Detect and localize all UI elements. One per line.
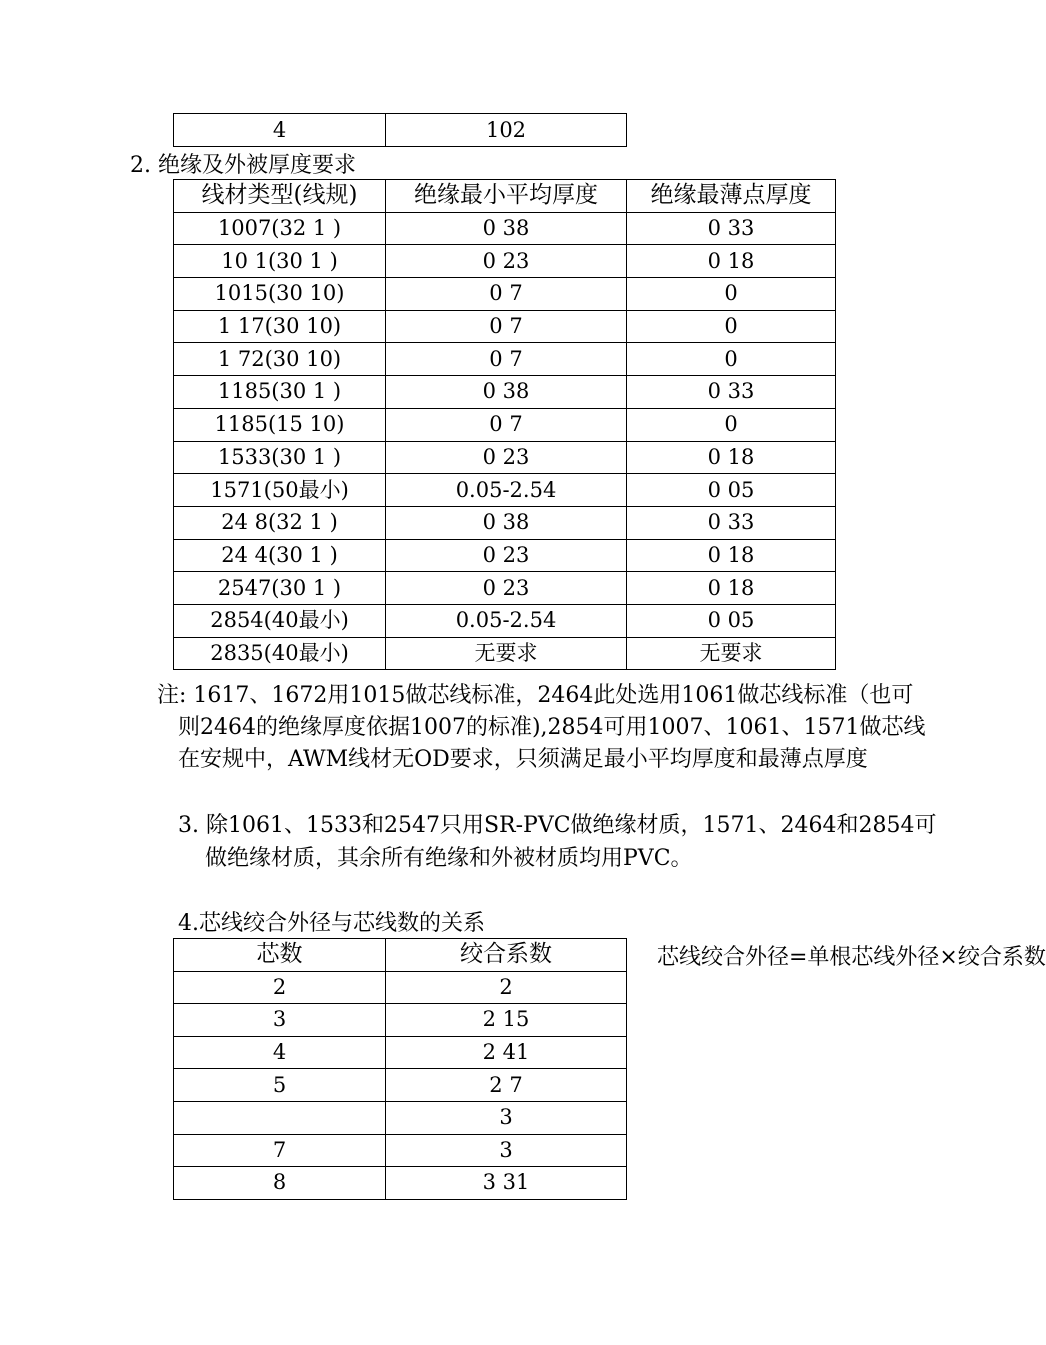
section-heading: 2. 绝缘及外被厚度要求 <box>130 153 356 178</box>
table-cell: 4 <box>174 114 386 147</box>
table-cell: 0 <box>627 343 836 376</box>
table-row <box>174 114 627 147</box>
table-cell: 0 23 <box>386 572 627 605</box>
table-row <box>174 278 836 311</box>
table-cell: 0 38 <box>386 212 627 245</box>
table-cell: 2 41 <box>386 1036 627 1069</box>
table-cell: 5 <box>174 1069 386 1102</box>
table-cell: 3 31 <box>386 1167 627 1200</box>
table-row <box>174 1036 627 1069</box>
section-heading: 4.芯线绞合外径与芯线数的关系 <box>178 911 485 936</box>
table-cell: 10 1(30 1 ) <box>174 245 386 278</box>
table-cell: 0 <box>627 310 836 343</box>
table-cell: 无要求 <box>627 637 836 670</box>
top-table <box>173 113 627 147</box>
table-cell: 1571(50最小) <box>174 474 386 507</box>
table-cell: 2 <box>174 971 386 1004</box>
table-cell: 4 <box>174 1036 386 1069</box>
table-cell: 1015(30 10) <box>174 278 386 311</box>
table-cell: 0 7 <box>386 278 627 311</box>
table-cell: 0.05-2.54 <box>386 474 627 507</box>
column-header: 绝缘最薄点厚度 <box>627 180 836 213</box>
table-row <box>174 310 836 343</box>
table-cell: 0 38 <box>386 506 627 539</box>
column-header: 芯数 <box>174 939 386 972</box>
table-cell: 无要求 <box>386 637 627 670</box>
column-header: 绞合系数 <box>386 939 627 972</box>
table-row <box>174 506 836 539</box>
table-cell: 0 7 <box>386 408 627 441</box>
table-cell: 1007(32 1 ) <box>174 212 386 245</box>
strand-factor-table <box>173 938 627 1200</box>
table-cell: 2 7 <box>386 1069 627 1102</box>
table-row <box>174 539 836 572</box>
table-cell: 3 <box>174 1004 386 1037</box>
table-cell: 2 15 <box>386 1004 627 1037</box>
table-cell: 0 33 <box>627 376 836 409</box>
section3-line: 做绝缘材质，其余所有绝缘和外被材质均用PVC。 <box>205 846 693 871</box>
table-cell: 1185(30 1 ) <box>174 376 386 409</box>
table-cell: 0 33 <box>627 506 836 539</box>
table-row <box>174 245 836 278</box>
table-cell: 0 18 <box>627 441 836 474</box>
table-cell: 1 72(30 10) <box>174 343 386 376</box>
table-header-row <box>174 180 836 213</box>
table-cell: 0 23 <box>386 539 627 572</box>
table-cell: 0 18 <box>627 245 836 278</box>
table-row <box>174 1069 627 1102</box>
table-cell: 0.05-2.54 <box>386 604 627 637</box>
table-row <box>174 376 836 409</box>
table-cell: 1185(15 10) <box>174 408 386 441</box>
thickness-table <box>173 179 836 670</box>
table-cell: 102 <box>386 114 627 147</box>
table-cell: 2854(40最小) <box>174 604 386 637</box>
table-row <box>174 1004 627 1037</box>
table-row <box>174 474 836 507</box>
table-cell: 0 7 <box>386 343 627 376</box>
table-cell: 0 38 <box>386 376 627 409</box>
table-row <box>174 637 836 670</box>
column-header: 线材类型(线规) <box>174 180 386 213</box>
table-row <box>174 1167 627 1200</box>
table-cell <box>174 1101 386 1134</box>
note-line: 则2464的绝缘厚度依据1007的标准),2854可用1007、1061、1571做芯线 <box>178 715 926 740</box>
table-cell: 8 <box>174 1167 386 1200</box>
table-cell: 0 23 <box>386 441 627 474</box>
table-cell: 24 8(32 1 ) <box>174 506 386 539</box>
table-cell: 0 33 <box>627 212 836 245</box>
table-row <box>174 971 627 1004</box>
table-cell: 2835(40最小) <box>174 637 386 670</box>
table-cell: 0 23 <box>386 245 627 278</box>
table-cell: 3 <box>386 1134 627 1167</box>
table-cell: 7 <box>174 1134 386 1167</box>
table-cell: 1 17(30 10) <box>174 310 386 343</box>
table-row <box>174 408 836 441</box>
table-cell: 0 <box>627 408 836 441</box>
column-header: 绝缘最小平均厚度 <box>386 180 627 213</box>
formula-text: 芯线绞合外径=单根芯线外径×绞合系数 <box>657 945 1046 970</box>
table-cell: 0 18 <box>627 572 836 605</box>
table-header-row <box>174 939 627 972</box>
table-cell: 0 05 <box>627 474 836 507</box>
table-cell: 0 <box>627 278 836 311</box>
section3-line: 3. 除1061、1533和2547只用SR-PVC做绝缘材质，1571、2464和2854可 <box>178 813 937 838</box>
table-row <box>174 604 836 637</box>
table-cell: 0 18 <box>627 539 836 572</box>
table-row <box>174 1101 627 1134</box>
table-row <box>174 441 836 474</box>
table-row <box>174 212 836 245</box>
table-cell: 0 05 <box>627 604 836 637</box>
table-cell: 1533(30 1 ) <box>174 441 386 474</box>
table-cell: 24 4(30 1 ) <box>174 539 386 572</box>
table-row <box>174 343 836 376</box>
table-cell: 2 <box>386 971 627 1004</box>
note-line: 注: 1617、1672用1015做芯线标准，2464此处选用1061做芯线标准（也可 <box>157 683 914 708</box>
table-row <box>174 572 836 605</box>
table-row <box>174 1134 627 1167</box>
note-line: 在安规中，AWM线材无OD要求，只须满足最小平均厚度和最薄点厚度 <box>178 747 868 772</box>
table-cell: 0 7 <box>386 310 627 343</box>
table-cell: 3 <box>386 1101 627 1134</box>
table-cell: 2547(30 1 ) <box>174 572 386 605</box>
